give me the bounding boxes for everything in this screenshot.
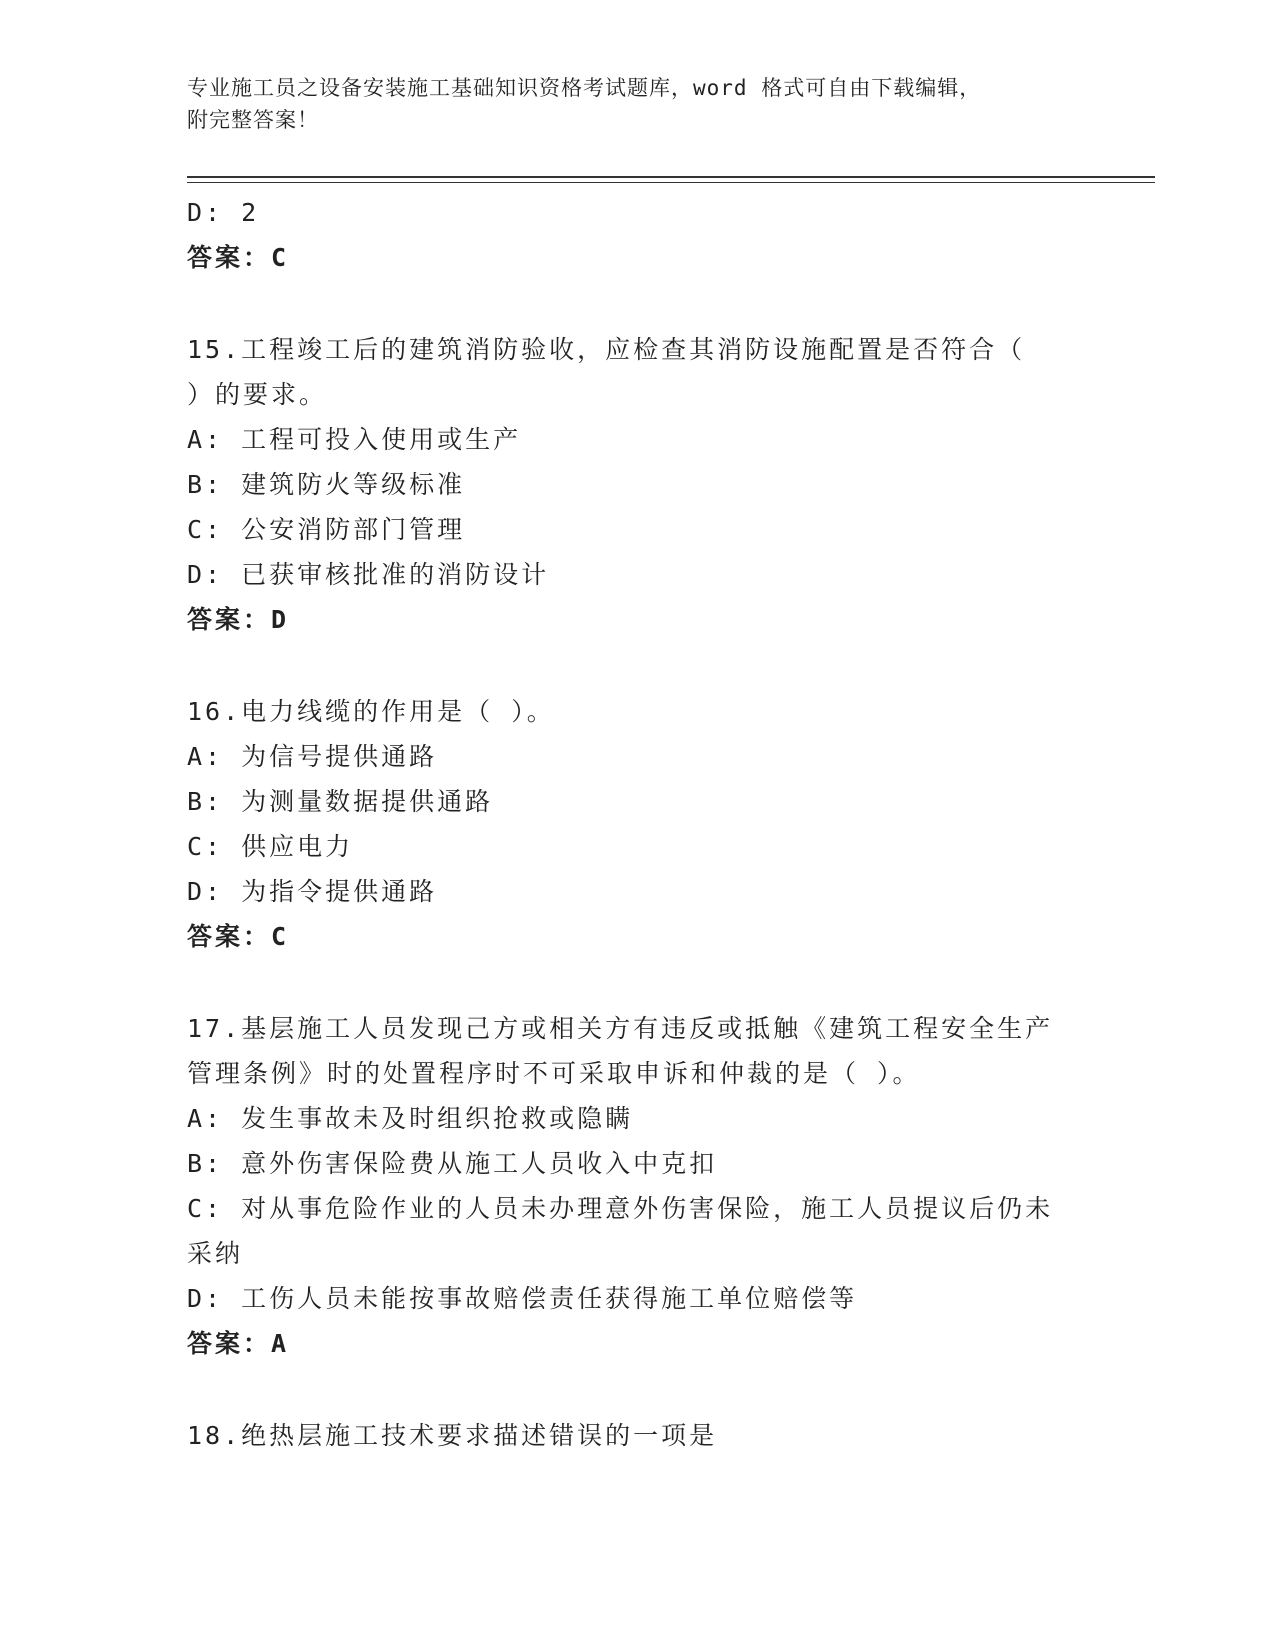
option-b: B: 意外伤害保险费从施工人员收入中克扣 — [187, 1149, 718, 1178]
option-d: D: 2 — [187, 198, 260, 227]
option-b: B: 为测量数据提供通路 — [187, 787, 494, 816]
option-c: C: 对从事危险作业的人员未办理意外伤害保险，施工人员提议后仍未 — [187, 1194, 1054, 1223]
option-a: A: 为信号提供通路 — [187, 742, 438, 771]
answer: 答案：C — [187, 243, 290, 272]
question-stem: 17.基层施工人员发现己方或相关方有违反或抵触《建筑工程安全生产 — [187, 1014, 1054, 1043]
question-stem: 15.工程竣工后的建筑消防验收，应检查其消防设施配置是否符合（ — [187, 335, 1026, 364]
question-15 — [187, 327, 1087, 642]
document-header — [187, 72, 1067, 136]
option-a: A: 发生事故未及时组织抢救或隐瞒 — [187, 1104, 634, 1133]
question-stem-cont: ）的要求。 — [187, 380, 328, 409]
question-18 — [187, 1413, 1087, 1458]
option-d: D: 工伤人员未能按事故赔偿责任获得施工单位赔偿等 — [187, 1284, 858, 1313]
question-stem-cont: 管理条例》时的处置程序时不可采取申诉和仲裁的是（ ）。 — [187, 1059, 921, 1088]
option-c: C: 供应电力 — [187, 832, 354, 861]
header-rule-thin — [187, 182, 1155, 183]
question-17 — [187, 1006, 1087, 1366]
header-rule-thick — [187, 176, 1155, 178]
question-stem: 18.绝热层施工技术要求描述错误的一项是 — [187, 1421, 718, 1450]
question-stem: 16.电力线缆的作用是（ ）。 — [187, 697, 555, 726]
header-line-2: 附完整答案！ — [187, 108, 319, 132]
option-d: D: 已获审核批准的消防设计 — [187, 560, 550, 589]
question-16 — [187, 689, 1087, 959]
option-a: A: 工程可投入使用或生产 — [187, 425, 522, 454]
question-list — [187, 190, 1087, 1458]
option-c: C: 公安消防部门管理 — [187, 515, 466, 544]
answer: 答案：D — [187, 605, 290, 634]
option-d: D: 为指令提供通路 — [187, 877, 438, 906]
answer: 答案：C — [187, 922, 290, 951]
answer: 答案：A — [187, 1329, 290, 1358]
option-c-cont: 采纳 — [187, 1239, 244, 1268]
option-b: B: 建筑防火等级标准 — [187, 470, 466, 499]
header-line-1: 专业施工员之设备安装施工基础知识资格考试题库，word 格式可自由下载编辑， — [187, 76, 982, 100]
